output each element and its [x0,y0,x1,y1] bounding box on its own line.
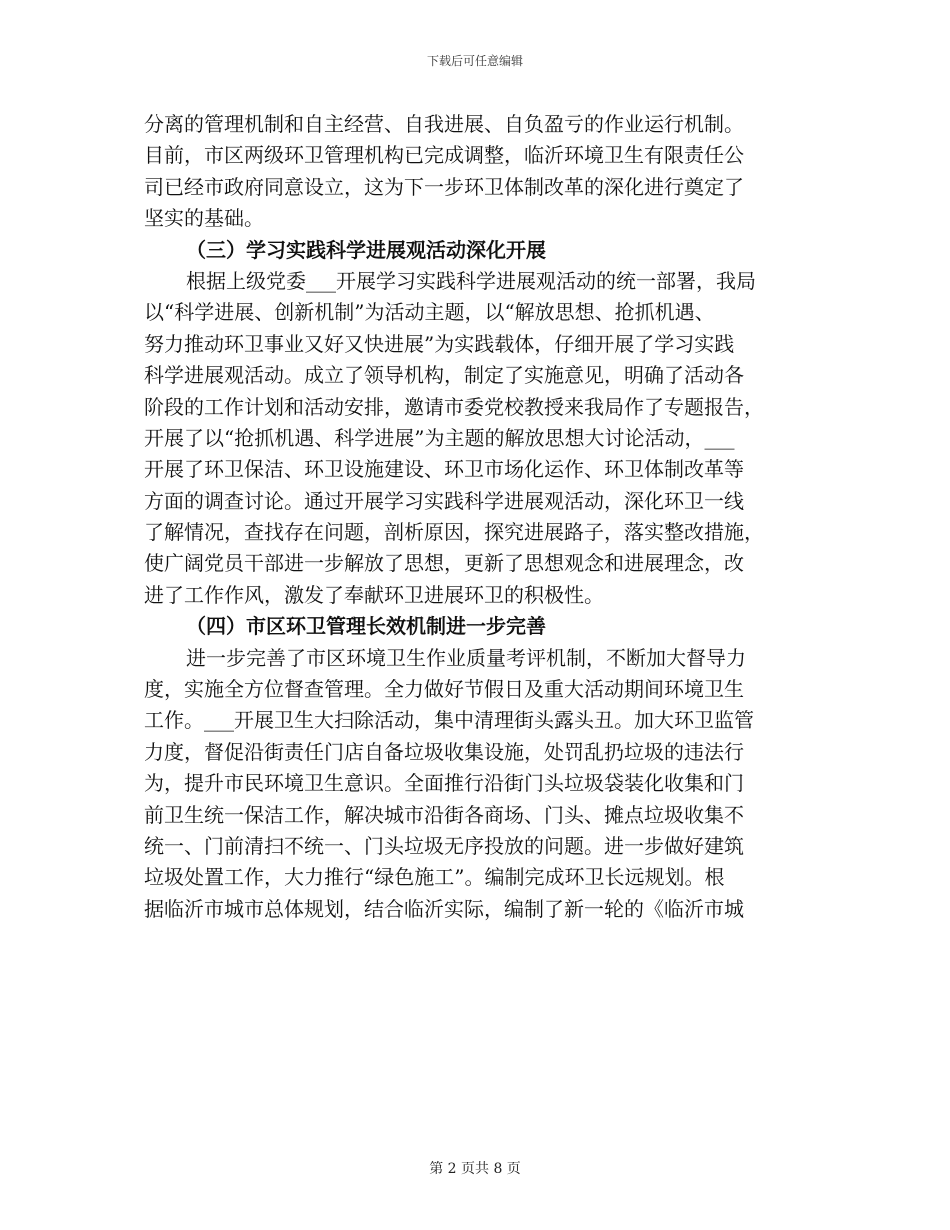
paragraph-line: 努力推动环卫事业又好又快进展”为实践载体，仔细开展了学习实践 [144,331,735,356]
paragraph-line: 使广阔党员干部进一步解放了思想，更新了思想观念和进展理念，改 [144,551,744,576]
paragraph-line: 开展了环卫保洁、环卫设施建设、环卫市场化运作、环卫体制改革等 [144,457,744,482]
paragraph-line: 坚实的基础。 [144,206,264,231]
paragraph-line: 了解情况，查找存在问题，剖析原因，探究进展路子，落实整改措施， [144,520,764,545]
paragraph-line: 度，实施全方位督查管理。全力做好节假日及重大活动期间环境卫生 [144,677,744,702]
paragraph-line: 据临沂市城市总体规划，结合临沂实际，编制了新一轮的《临沂市城 [144,896,744,921]
paragraph-line: 统一、门前清扫不统一、门头垃圾无序投放的问题。进一步做好建筑 [144,833,744,858]
paragraph-line: 工作。___开展卫生大扫除活动，集中清理街头露头丑。加大环卫监管 [144,708,754,733]
section-heading-3: （三）学习实践科学进展观活动深化开展 [186,237,546,262]
paragraph-line: 开展了以“抢抓机遇、科学进展”为主题的解放思想大讨论活动，___ [144,425,735,450]
page-header: 下载后可任意编辑 [426,54,523,68]
section-heading-4: （四）市区环卫管理长效机制进一步完善 [186,614,546,639]
paragraph-line: 阶段的工作计划和活动安排，邀请市委党校教授来我局作了专题报告， [144,394,764,419]
paragraph-line: 根据上级党委___开展学习实践科学进展观活动的统一部署，我局 [186,268,756,293]
paragraph-line: 司已经市政府同意设立，这为下一步环卫体制改革的深化进行奠定了 [144,174,744,199]
paragraph-line: 力度，督促沿街责任门店自备垃圾收集设施，处罚乱扔垃圾的违法行 [144,739,744,764]
paragraph-line: 为，提升市民环境卫生意识。全面推行沿街门头垃圾袋装化收集和门 [144,771,744,796]
paragraph-line: 科学进展观活动。成立了领导机构，制定了实施意见，明确了活动各 [144,363,744,388]
paragraph-line: 分离的管理机制和自主经营、自我进展、自负盈亏的作业运行机制。 [144,112,744,136]
page-number-footer: 第 2 页共 8 页 [429,1161,521,1177]
paragraph-line: 前卫生统一保洁工作，解决城市沿街各商场、门头、摊点垃圾收集不 [144,802,744,827]
paragraph-line: 以“科学进展、创新机制”为活动主题，以“解放思想、抢抓机遇、 [144,300,715,325]
paragraph-line: 方面的调查讨论。通过开展学习实践科学进展观活动，深化环卫一线 [144,488,744,513]
paragraph-line: 进一步完善了市区环境卫生作业质量考评机制，不断加大督导力 [186,645,746,670]
paragraph-line: 目前，市区两级环卫管理机构已完成调整，临沂环境卫生有限责任公 [144,143,744,168]
document-body [144,109,804,925]
paragraph-line: 进了工作作风，激发了奉献环卫进展环卫的积极性。 [144,582,604,607]
paragraph-line: 垃圾处置工作，大力推行“绿色施工”。编制完成环卫长远规划。根 [144,865,725,890]
